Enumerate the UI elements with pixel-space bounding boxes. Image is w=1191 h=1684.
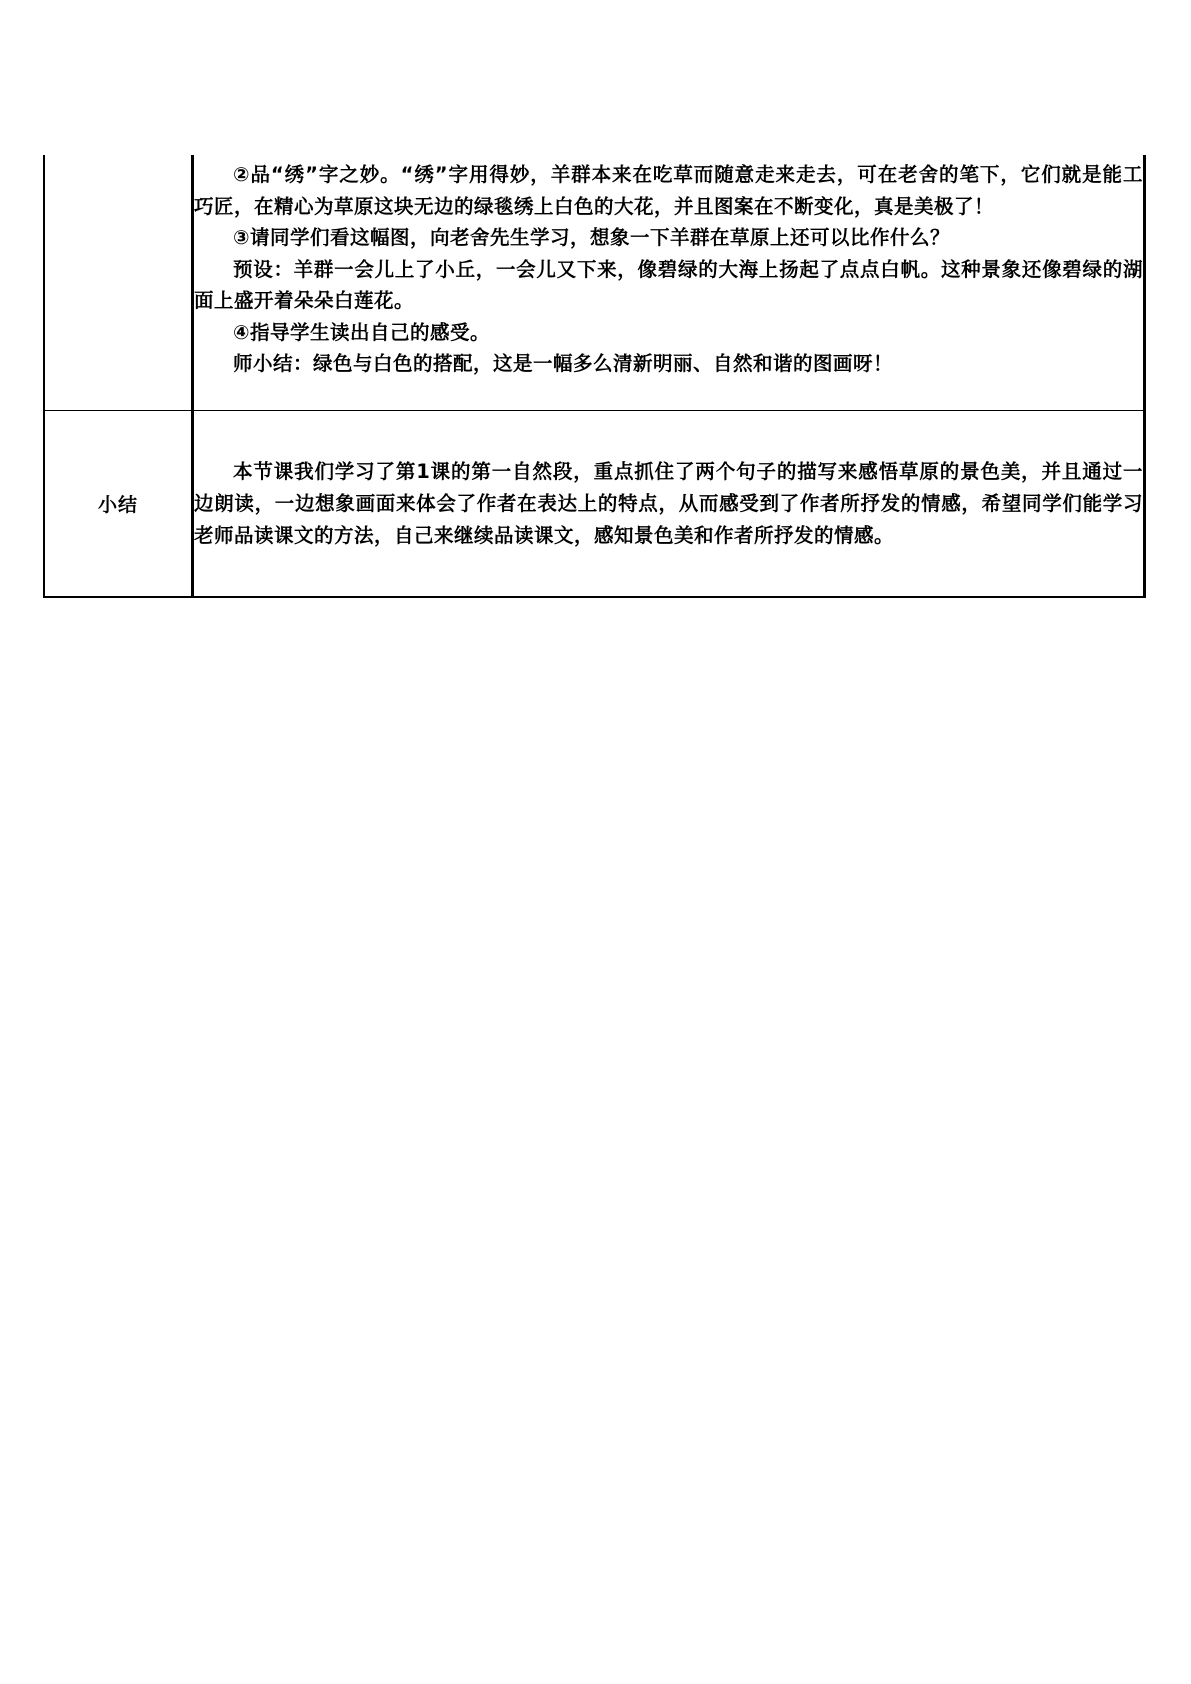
content-paragraph: ②品“绣”字之妙。“绣”字用得妙，羊群本来在吃草而随意走来走去，可在老舍的笔下，它们就是能工巧匠，在精心为草原这块无边的绿毯绣上白色的大花，并且图案在不断变化，真是美极了！	[194, 163, 1143, 218]
row-label-cell	[44, 411, 193, 598]
row-content-cell	[193, 411, 1145, 598]
row-label-summary: 小结	[97, 494, 138, 516]
content-paragraph: 预设：羊群一会儿上了小丘，一会儿又下来，像碧绿的大海上扬起了点点白帆。这种景象还像碧绿的湖面上盛开着朵朵白莲花。	[194, 257, 1143, 312]
content-paragraph: 师小结：绿色与白色的搭配，这是一幅多么清新明丽、自然和谐的图画呀！	[233, 352, 894, 375]
table-row	[44, 155, 1145, 411]
table-row	[44, 411, 1145, 598]
row-content-cell	[193, 155, 1145, 411]
lesson-plan-table	[43, 155, 1146, 598]
summary-paragraph: 本节课我们学习了第1课的第一自然段，重点抓住了两个句子的描写来感悟草原的景色美，并且通过一边朗读，一边想象画面来体会了作者在表达上的特点，从而感受到了作者所抒发的情感，希望同学们能学习老师品读课文的方法，自己来继续品读课文，感知景色美和作者所抒发的情感。	[194, 459, 1143, 547]
row-label-cell	[44, 155, 193, 411]
content-paragraph: ③请同学们看这幅图，向老舍先生学习，想象一下羊群在草原上还可以比作什么？	[233, 226, 951, 249]
content-paragraph: ④指导学生读出自己的感受。	[233, 320, 491, 344]
